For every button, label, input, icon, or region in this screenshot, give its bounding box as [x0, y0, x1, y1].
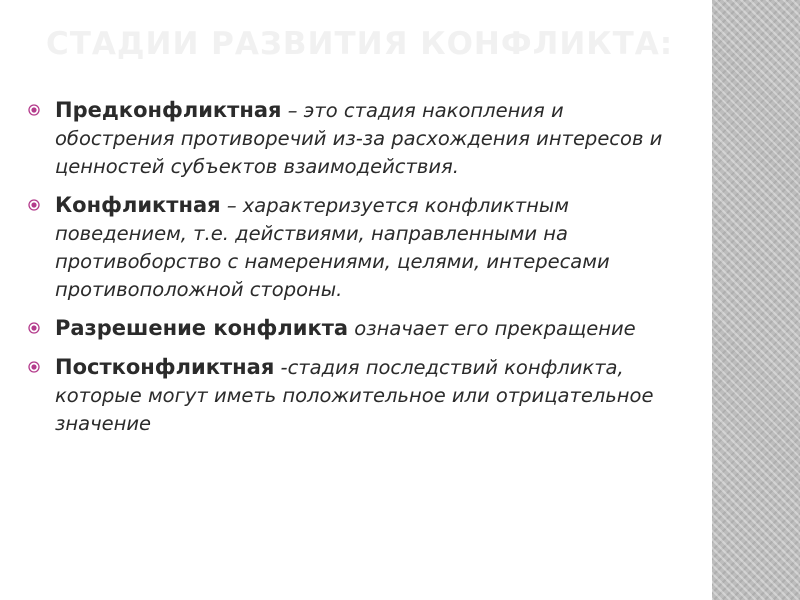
slide-title: СТАДИИ РАЗВИТИЯ КОНФЛИКТА: [46, 26, 674, 62]
stage-description: – характеризуется конфликтным поведением, т.е. действиями, направленными на противоборство с намерениями, целями, интересами противоположной стороны. [55, 194, 610, 301]
list-item-conflict [28, 191, 688, 304]
stage-term: Постконфликтная [55, 355, 275, 379]
ring-bullet-icon [28, 322, 40, 334]
stage-description: -стадия последствий конфликта, которые могут иметь положительное или отрицательное значение [55, 356, 654, 435]
list-item-resolution [28, 314, 688, 343]
stage-description: означает его прекращение [348, 317, 636, 340]
stages-list [28, 96, 688, 448]
list-item-pre-conflict [28, 96, 688, 181]
list-item-post-conflict [28, 353, 688, 438]
ring-bullet-icon [28, 361, 40, 373]
stage-term: Разрешение конфликта [55, 316, 349, 340]
decorative-side-panel [712, 0, 800, 600]
ring-bullet-icon [28, 104, 40, 116]
stage-description: – это стадия накопления и обострения противоречий из-за расхождения интересов и ценностей субъектов взаимодействия. [55, 99, 663, 178]
ring-bullet-icon [28, 199, 40, 211]
stage-term: Конфликтная [55, 193, 221, 217]
stage-term: Предконфликтная [55, 98, 282, 122]
